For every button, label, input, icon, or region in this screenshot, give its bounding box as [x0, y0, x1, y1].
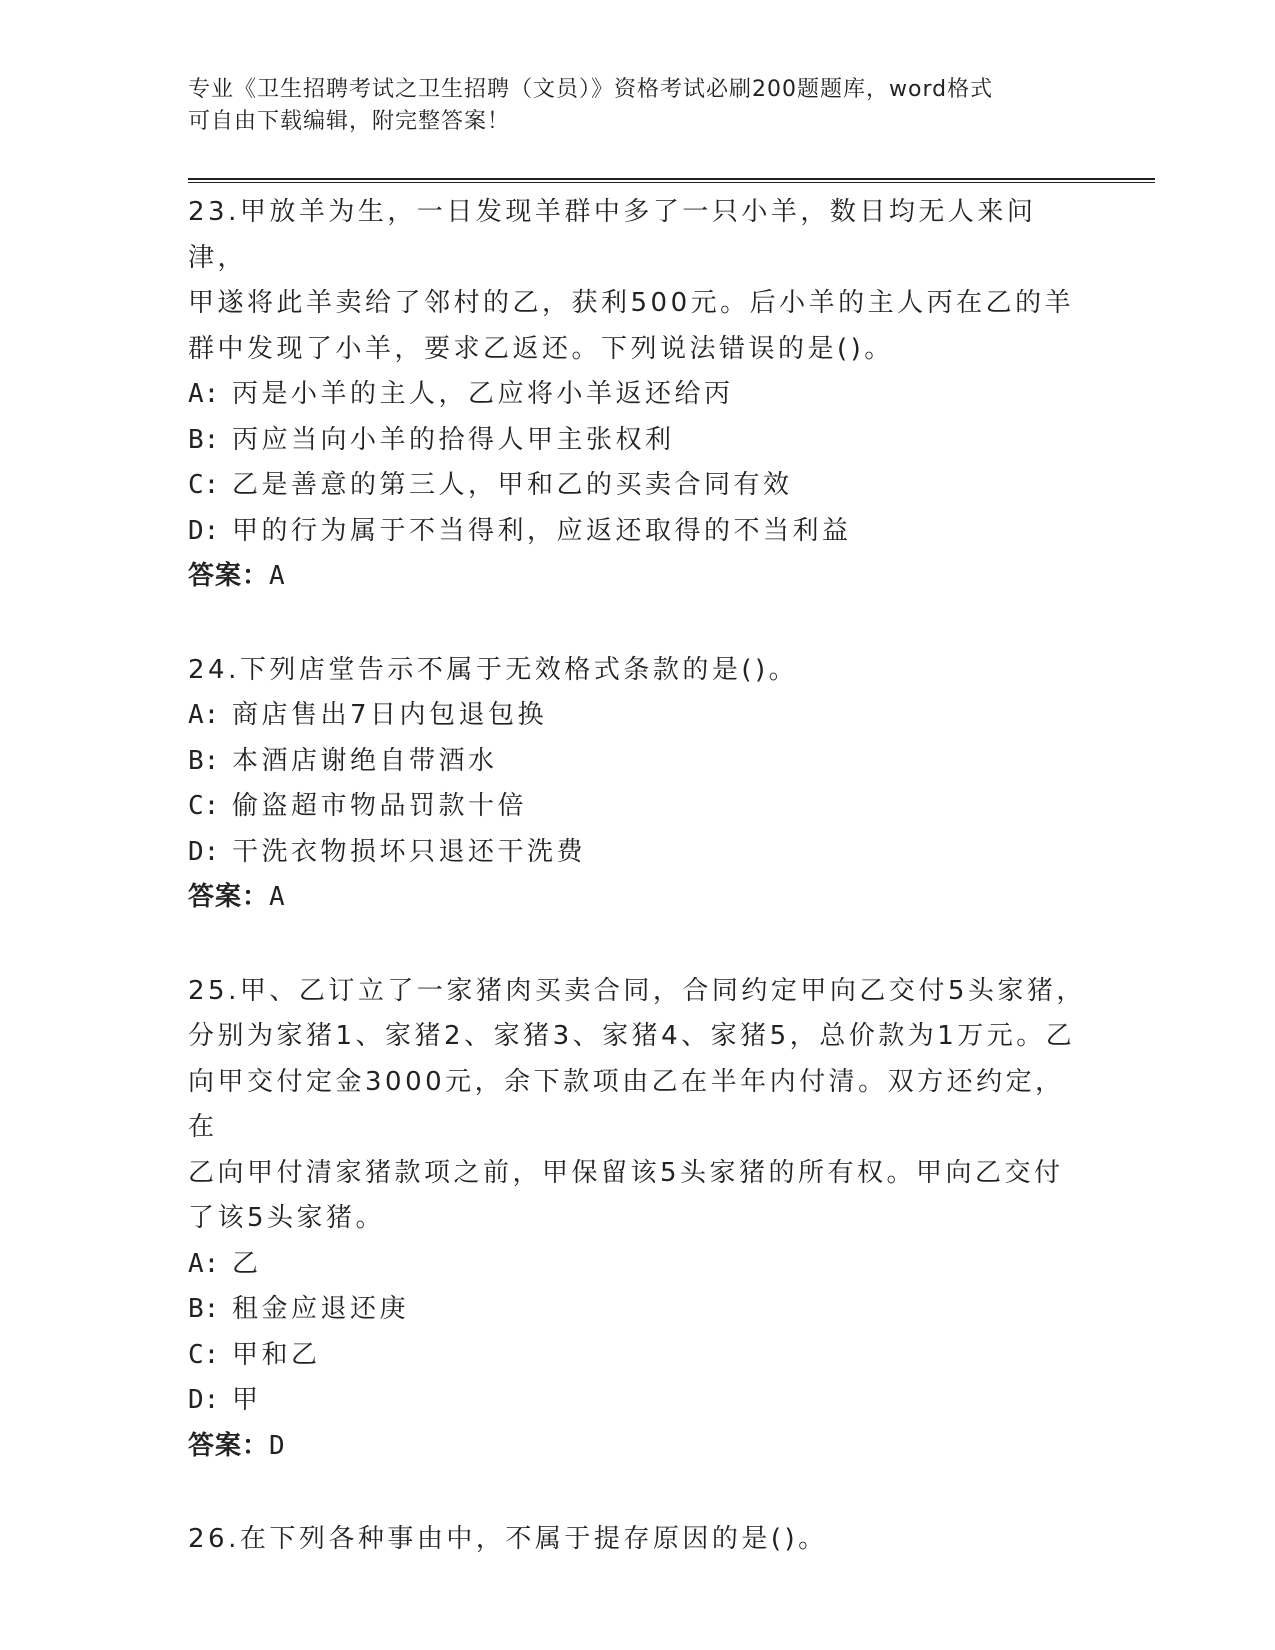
option-text: 乙 — [232, 1248, 262, 1279]
option-a — [188, 693, 1088, 739]
option-text: 租金应退还庚 — [232, 1294, 410, 1324]
question-text-line: 甲遂将此羊卖给了邻村的乙，获利500元。后小羊的主人丙在乙的羊 — [188, 288, 1075, 318]
option-text: 偷盗超市物品罚款十倍 — [232, 791, 528, 821]
option-d — [188, 830, 1088, 876]
option-text: 商店售出7日内包退包换 — [232, 700, 548, 730]
question-text-line: 25.甲、乙订立了一家猪肉买卖合同，合同约定甲向乙交付5头家猪， — [188, 975, 1086, 1006]
question-text-line: 24.下列店堂告示不属于无效格式条款的是()。 — [188, 654, 799, 685]
option-letter: B: — [188, 1294, 220, 1324]
answer-line — [188, 1424, 1088, 1470]
answer-value: D — [269, 1430, 286, 1461]
option-b — [188, 739, 1088, 785]
question-list — [188, 190, 1088, 1611]
option-letter: D: — [188, 836, 220, 867]
answer-line — [188, 875, 1088, 921]
option-text: 本酒店谢绝自带酒水 — [232, 745, 498, 776]
option-letter: A: — [188, 700, 220, 730]
question-text-line: 23.甲放羊为生，一日发现羊群中多了一只小羊，数日均无人来问津， — [188, 197, 1037, 273]
question-text-line: 了该5头家猪。 — [188, 1203, 386, 1233]
option-c — [188, 784, 1088, 830]
question-text-line: 乙向甲付清家猪款项之前，甲保留该5头家猪的所有权。甲向乙交付 — [188, 1157, 1064, 1188]
option-d — [188, 1378, 1088, 1424]
question-item — [188, 1517, 1088, 1563]
answer-label: 答案： — [188, 882, 270, 912]
option-letter: B: — [188, 424, 220, 455]
option-text: 干洗衣物损坏只退还干洗费 — [232, 836, 587, 867]
header-divider — [188, 178, 1155, 183]
option-b — [188, 1287, 1088, 1333]
option-letter: C: — [188, 470, 220, 500]
question-item — [188, 969, 1088, 1470]
option-d — [188, 509, 1088, 555]
question-text-line: 分别为家猪1、家猪2、家猪3、家猪4、家猪5，总价款为1万元。乙 — [188, 1021, 1076, 1051]
option-letter: B: — [188, 745, 220, 776]
option-text: 甲的行为属于不当得利，应返还取得的不当利益 — [232, 515, 852, 546]
question-text-line: 26.在下列各种事由中，不属于提存原因的是()。 — [188, 1524, 828, 1554]
answer-line — [188, 554, 1088, 600]
answer-label: 答案： — [188, 1430, 270, 1461]
option-b — [188, 418, 1088, 464]
answer-label: 答案： — [188, 561, 270, 591]
option-letter: D: — [188, 1385, 220, 1415]
question-item — [188, 648, 1088, 921]
option-a — [188, 372, 1088, 418]
option-text: 甲 — [232, 1385, 262, 1415]
option-text: 丙应当向小羊的拾得人甲主张权利 — [232, 424, 675, 455]
document-header — [188, 74, 1088, 138]
option-letter: A: — [188, 1248, 220, 1279]
header-line-1: 专业《卫生招聘考试之卫生招聘（文员）》资格考试必刷200题题库，word格式 — [188, 77, 994, 102]
option-c — [188, 463, 1088, 509]
option-c — [188, 1333, 1088, 1379]
option-letter: C: — [188, 1339, 220, 1370]
question-text-line: 群中发现了小羊，要求乙返还。下列说法错误的是()。 — [188, 333, 894, 364]
option-text: 丙是小羊的主人，乙应将小羊返还给丙 — [232, 379, 734, 409]
question-item — [188, 190, 1088, 600]
question-text-line: 向甲交付定金3000元，余下款项由乙在半年内付清。双方还约定，在 — [188, 1066, 1065, 1142]
header-line-2: 可自由下载编辑，附完整答案！ — [188, 109, 511, 134]
option-letter: D: — [188, 515, 220, 546]
answer-value: A — [269, 882, 286, 912]
option-text: 甲和乙 — [232, 1339, 321, 1370]
option-text: 乙是善意的第三人，甲和乙的买卖合同有效 — [232, 470, 793, 500]
option-letter: A: — [188, 379, 220, 409]
answer-value: A — [269, 561, 286, 591]
option-letter: C: — [188, 791, 220, 821]
option-a — [188, 1242, 1088, 1288]
